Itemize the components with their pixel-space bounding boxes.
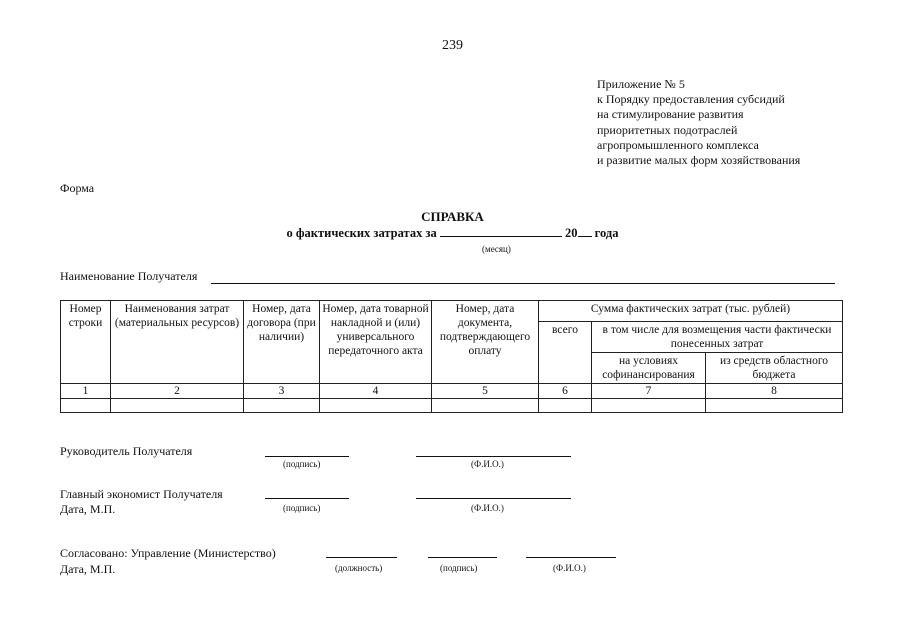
head-signature-caption: (подпись) bbox=[283, 459, 321, 469]
approved-fio-line bbox=[526, 557, 616, 558]
recipient-line bbox=[211, 283, 835, 284]
document-subtitle bbox=[0, 226, 905, 241]
economist-signature-line bbox=[265, 498, 349, 499]
empty-cell bbox=[320, 399, 432, 413]
costs-table bbox=[60, 300, 843, 413]
appendix-line: и развитие малых форм хозяйствования bbox=[597, 153, 801, 168]
col-num: 6 bbox=[539, 384, 592, 399]
header-invoice: Номер, дата товарной накладной и (или) универсального передаточного акта bbox=[320, 301, 432, 384]
approved-signature-line bbox=[428, 557, 497, 558]
year-suffix: года bbox=[594, 226, 619, 240]
economist-label: Главный экономист Получателя bbox=[60, 487, 223, 501]
col-num: 4 bbox=[320, 384, 432, 399]
month-blank bbox=[440, 226, 562, 237]
header-sum-group: Сумма фактических затрат (тыс. рублей) bbox=[539, 301, 843, 322]
empty-data-row bbox=[61, 399, 843, 413]
col-num: 5 bbox=[432, 384, 539, 399]
empty-cell bbox=[432, 399, 539, 413]
empty-cell bbox=[592, 399, 706, 413]
col-num: 7 bbox=[592, 384, 706, 399]
head-fio-caption: (Ф.И.О.) bbox=[471, 459, 504, 469]
col-num: 2 bbox=[111, 384, 244, 399]
head-signature-line bbox=[265, 456, 349, 457]
header-contract: Номер, дата договора (при наличии) bbox=[244, 301, 320, 384]
economist-signature-caption: (подпись) bbox=[283, 503, 321, 513]
approved-label: Согласовано: Управление (Министерство) bbox=[60, 546, 276, 560]
appendix-line: к Порядку предоставления субсидий bbox=[597, 92, 785, 107]
col-num: 8 bbox=[706, 384, 843, 399]
header-row-number: Номер строки bbox=[61, 301, 111, 384]
empty-cell bbox=[706, 399, 843, 413]
approved-position-line bbox=[326, 557, 397, 558]
column-numbers-row bbox=[61, 384, 843, 399]
empty-cell bbox=[111, 399, 244, 413]
header-cost-name: Наименования затрат (материальных ресурсов) bbox=[111, 301, 244, 384]
document-title: СПРАВКА bbox=[421, 209, 484, 224]
approved-date: Дата, М.П. bbox=[60, 562, 116, 576]
month-caption: (месяц) bbox=[482, 244, 511, 254]
form-label: Форма bbox=[60, 181, 95, 195]
recipient-row bbox=[60, 269, 197, 284]
header-incl: в том числе для возмещения части фактически понесенных затрат bbox=[592, 322, 843, 353]
economist-fio-line bbox=[416, 498, 571, 499]
header-payment-doc: Номер, дата документа, подтверждающего оплату bbox=[432, 301, 539, 384]
year-blank bbox=[578, 226, 592, 237]
year-prefix: 20 bbox=[565, 226, 578, 240]
approved-position-caption: (должность) bbox=[335, 563, 383, 573]
appendix-line: на стимулирование развития bbox=[597, 107, 744, 122]
empty-cell bbox=[244, 399, 320, 413]
appendix-block bbox=[597, 77, 800, 168]
recipient-label: Наименование Получателя bbox=[60, 269, 198, 283]
economist-fio-caption: (Ф.И.О.) bbox=[471, 503, 504, 513]
empty-cell bbox=[539, 399, 592, 413]
col-num: 3 bbox=[244, 384, 320, 399]
header-total: всего bbox=[539, 322, 592, 384]
appendix-line: приоритетных подотраслей bbox=[597, 122, 738, 137]
approved-fio-caption: (Ф.И.О.) bbox=[553, 563, 586, 573]
col-num: 1 bbox=[61, 384, 111, 399]
header-cofinancing: на условиях софинансирования bbox=[592, 353, 706, 384]
header-regional: из средств областного бюджета bbox=[706, 353, 843, 384]
empty-cell bbox=[61, 399, 111, 413]
head-fio-line bbox=[416, 456, 571, 457]
subtitle-prefix: о фактических затратах за bbox=[286, 226, 437, 240]
head-label: Руководитель Получателя bbox=[60, 444, 193, 458]
economist-date: Дата, М.П. bbox=[60, 502, 116, 516]
page-number: 239 bbox=[442, 38, 463, 53]
appendix-line: агропромышленного комплекса bbox=[597, 137, 759, 152]
appendix-title: Приложение № 5 bbox=[597, 77, 685, 91]
approved-signature-caption: (подпись) bbox=[440, 563, 478, 573]
